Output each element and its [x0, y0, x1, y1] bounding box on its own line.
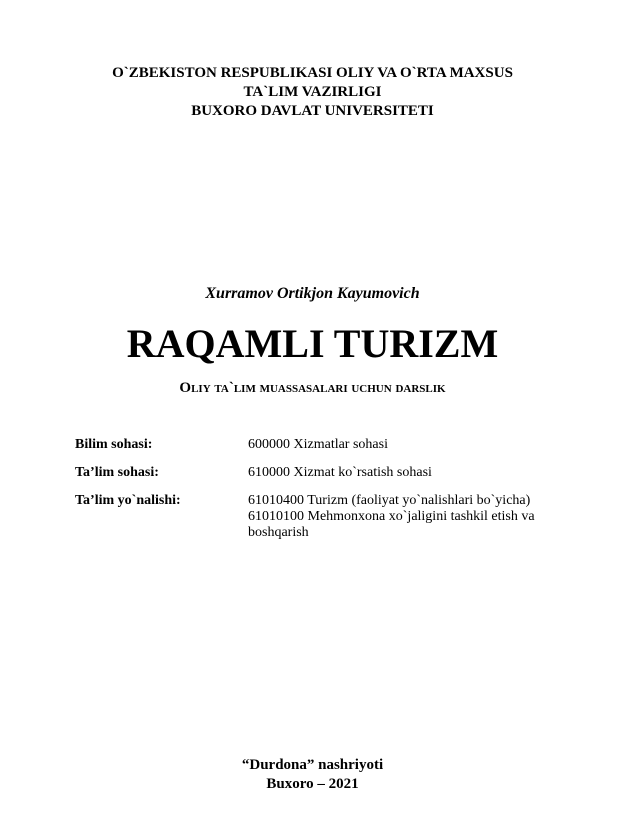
- classification-fields: [75, 437, 575, 553]
- field-row-bilim-sohasi: [75, 437, 575, 453]
- field-values: [248, 493, 558, 541]
- header-line-university: BUXORO DAVLAT UNIVERSITETI: [191, 103, 434, 119]
- field-value: boshqarish: [248, 525, 309, 540]
- field-row-talim-yonalishi: [75, 493, 575, 541]
- book-subtitle: Oliy ta`lim muassasalari uchun darslik: [179, 380, 446, 396]
- institution-header: [0, 64, 625, 121]
- field-values: [248, 465, 558, 481]
- header-line-ministry-cont: TA`LIM VAZIRLIGI: [243, 84, 382, 100]
- field-label: Bilim sohasi:: [75, 437, 153, 452]
- field-label: Ta’lim yo`nalishi:: [75, 493, 181, 508]
- publisher-footer: [0, 756, 625, 794]
- field-value: 61010100 Mehmonxona xo`jaligini tashkil etish va: [248, 509, 535, 524]
- header-line-ministry: O`ZBEKISTON RESPUBLIKASI OLIY VA O`RTA MAXSUS: [112, 65, 513, 81]
- field-value: 610000 Xizmat ko`rsatish sohasi: [248, 465, 432, 480]
- field-value: 600000 Xizmatlar sohasi: [248, 437, 388, 452]
- field-label: Ta’lim sohasi:: [75, 465, 159, 480]
- field-value: 61010400 Turizm (faoliyat yo`nalishlari bo`yicha): [248, 493, 531, 508]
- book-title: RAQAMLI TURIZM: [126, 321, 499, 366]
- field-row-talim-sohasi: [75, 465, 575, 481]
- publication-place-year: Buxoro – 2021: [266, 776, 359, 792]
- publisher-name: “Durdona” nashriyoti: [241, 757, 384, 773]
- author-name: Xurramov Ortikjon Kayumovich: [205, 285, 420, 302]
- field-values: [248, 437, 558, 453]
